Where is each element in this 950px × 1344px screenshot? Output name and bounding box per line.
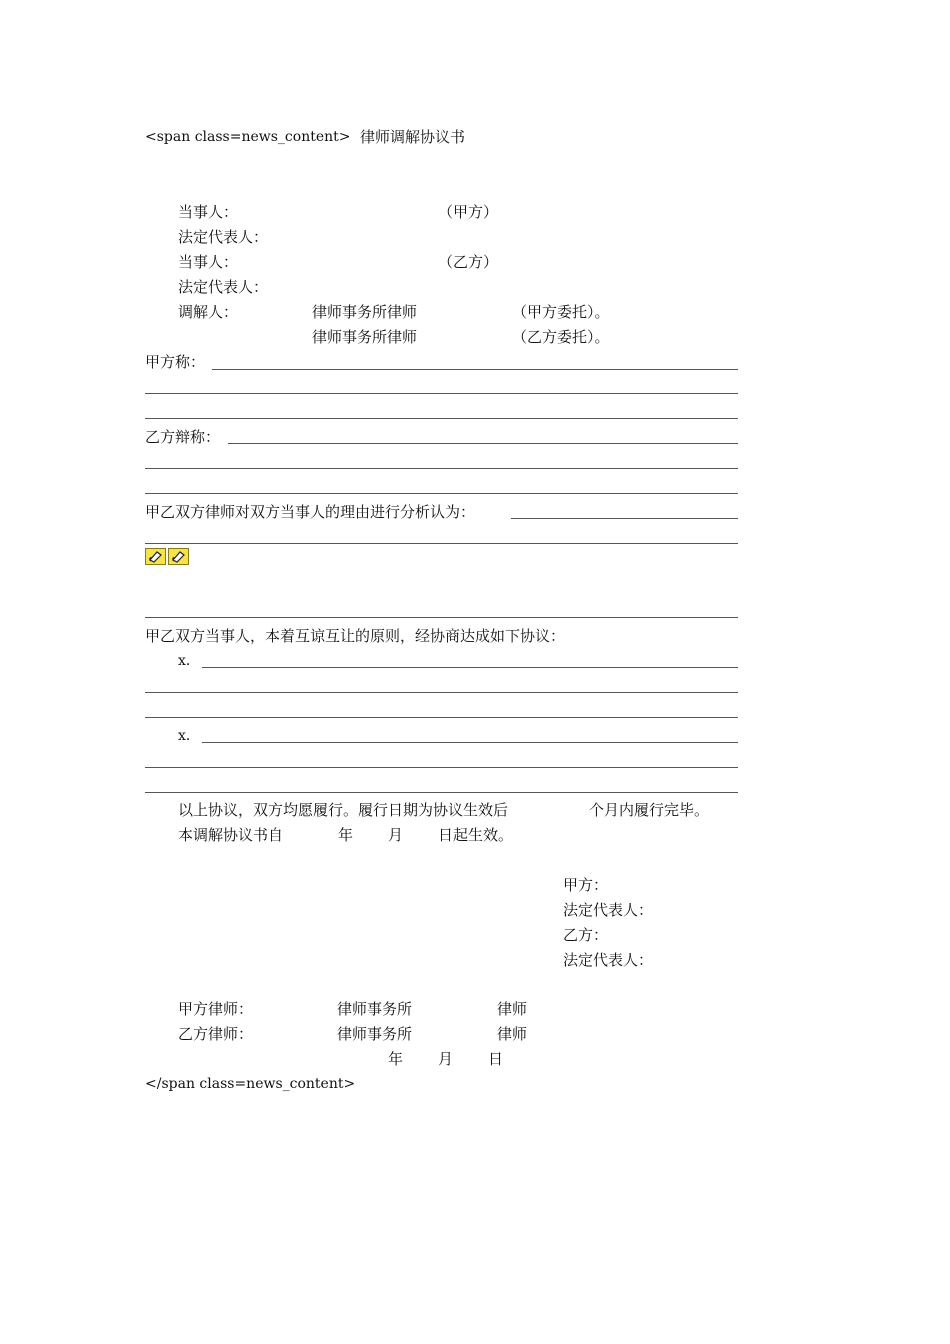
- fill-line: [145, 543, 738, 544]
- fill-line: [145, 692, 738, 693]
- party-a-tag: （甲方）: [438, 203, 499, 221]
- fill-line: [212, 369, 738, 370]
- lawyer-b-firm: 律师事务所: [337, 1025, 413, 1043]
- close-span-tag: </span class=news_content>: [145, 1076, 356, 1092]
- mediator-1-firm: 律师事务所律师: [312, 303, 418, 321]
- lawyer-a-firm: 律师事务所: [337, 1000, 413, 1018]
- effective-year: 年: [338, 826, 354, 844]
- fill-line: [202, 667, 738, 668]
- mediator-1-note: （甲方委托）。: [512, 303, 610, 321]
- sign-party-b: 乙方：: [563, 926, 609, 944]
- analysis-label: 甲乙双方律师对双方当事人的理由进行分析认为：: [145, 503, 476, 521]
- date-month: 月: [438, 1050, 454, 1068]
- party-a-claim-label: 甲方称：: [145, 353, 206, 371]
- date-year: 年: [388, 1050, 404, 1068]
- fill-line: [145, 418, 738, 419]
- fill-line: [228, 443, 738, 444]
- lawyer-a-label: 甲方律师：: [178, 1000, 254, 1018]
- fill-line: [145, 493, 738, 494]
- agreement-intro: 甲乙双方当事人，本着互谅互让的原则，经协商达成如下协议：: [145, 627, 566, 645]
- party-b-rep-label: 法定代表人：: [178, 278, 269, 296]
- performance-text-a: 以上协议，双方均愿履行。履行日期为协议生效后: [178, 801, 509, 819]
- agreement-item-2-marker: x．: [178, 728, 200, 744]
- fill-line: [145, 617, 738, 618]
- mediator-2-note: （乙方委托）。: [512, 328, 610, 346]
- fill-line: [145, 792, 738, 793]
- effective-month: 月: [388, 826, 404, 844]
- party-b-defense-label: 乙方辩称：: [145, 428, 221, 446]
- fill-line: [145, 468, 738, 469]
- sign-party-a: 甲方：: [563, 876, 609, 894]
- scroll-icon: [145, 548, 166, 565]
- embedded-object-icons: [145, 548, 189, 565]
- fill-line: [511, 518, 738, 519]
- mediator-2-firm: 律师事务所律师: [312, 328, 418, 346]
- mediator-label: 调解人：: [178, 303, 239, 321]
- party-b-tag: （乙方）: [438, 253, 499, 271]
- scroll-icon: [168, 548, 189, 565]
- lawyer-b-label: 乙方律师：: [178, 1025, 254, 1043]
- fill-line: [202, 742, 738, 743]
- fill-line: [145, 767, 738, 768]
- lawyer-b-title: 律师: [497, 1025, 528, 1043]
- lawyer-a-title: 律师: [497, 1000, 528, 1018]
- effective-day: 日起生效。: [438, 826, 514, 844]
- document-title: 律师调解协议书: [360, 128, 466, 146]
- sign-party-a-rep: 法定代表人：: [563, 901, 654, 919]
- open-span-tag: <span class=news_content>: [145, 129, 351, 145]
- date-day: 日: [488, 1050, 504, 1068]
- effective-text-a: 本调解协议书自: [178, 826, 284, 844]
- performance-text-b: 个月内履行完毕。: [589, 801, 710, 819]
- party-a-rep-label: 法定代表人：: [178, 228, 269, 246]
- fill-line: [145, 393, 738, 394]
- fill-line: [145, 717, 738, 718]
- party-a-label: 当事人：: [178, 203, 239, 221]
- agreement-item-1-marker: x．: [178, 653, 200, 669]
- sign-party-b-rep: 法定代表人：: [563, 951, 654, 969]
- party-b-label: 当事人：: [178, 253, 239, 271]
